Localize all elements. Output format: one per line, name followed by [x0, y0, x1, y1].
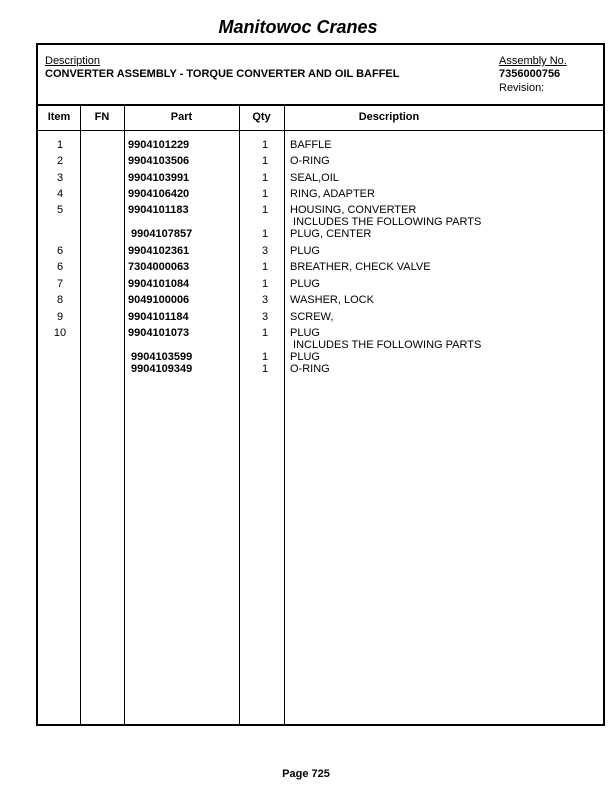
part-number: 9904103599	[128, 351, 193, 363]
table-row	[38, 188, 603, 201]
part-description: BAFFLE	[290, 139, 332, 151]
column-header-description: Description	[358, 111, 420, 123]
item-number: 10	[53, 327, 67, 339]
part-number: 9904101183	[128, 204, 189, 216]
item-number: 1	[56, 139, 64, 151]
item-number: 7	[56, 278, 64, 290]
part-number: 7304000063	[128, 261, 190, 273]
part-description: WASHER, LOCK	[290, 294, 374, 306]
part-number: 9904101229	[128, 139, 190, 151]
part-description: RING, ADAPTER	[290, 188, 375, 200]
quantity: 1	[261, 351, 269, 363]
table-row	[38, 261, 603, 274]
part-number: 9904102361	[128, 245, 190, 257]
quantity: 1	[261, 261, 269, 273]
quantity: 3	[261, 245, 269, 257]
part-description: SEAL,OIL	[290, 172, 339, 184]
parts-table-frame	[36, 43, 605, 726]
part-description: INCLUDES THE FOLLOWING PARTS	[290, 216, 482, 228]
part-description: PLUG	[290, 245, 320, 257]
column-header-fn: FN	[94, 111, 110, 123]
table-row	[38, 363, 603, 376]
quantity: 1	[261, 278, 269, 290]
description-label: Description	[45, 55, 101, 67]
part-number: 9904107857	[128, 228, 193, 240]
assembly-number-label: Assembly No.	[499, 55, 567, 67]
assembly-number: 7356000756	[499, 68, 561, 80]
quantity: 1	[261, 204, 269, 216]
quantity: 3	[261, 294, 269, 306]
part-description: SCREW,	[290, 311, 334, 323]
page-title: Manitowoc Cranes	[218, 17, 378, 37]
quantity: 1	[261, 363, 269, 375]
quantity: 1	[261, 172, 269, 184]
quantity: 1	[261, 139, 269, 151]
item-number: 2	[56, 155, 64, 167]
part-description: HOUSING, CONVERTER	[290, 204, 417, 216]
table-row	[38, 245, 603, 258]
quantity: 1	[261, 327, 269, 339]
column-header-item: Item	[47, 111, 71, 123]
part-number: 9904101073	[128, 327, 190, 339]
part-description: O-RING	[290, 155, 330, 167]
table-row	[38, 139, 603, 152]
column-header-divider	[38, 130, 603, 131]
table-row	[38, 278, 603, 291]
part-number: 9904106420	[128, 188, 190, 200]
table-row	[38, 155, 603, 168]
part-number: 9904101084	[128, 278, 190, 290]
part-description: INCLUDES THE FOLLOWING PARTS	[290, 339, 482, 351]
table-row	[38, 172, 603, 185]
quantity: 1	[261, 188, 269, 200]
part-number: 9904101184	[128, 311, 189, 323]
part-description: PLUG	[290, 278, 320, 290]
part-number: 9904103506	[128, 155, 190, 167]
table-row	[38, 228, 603, 241]
item-number: 8	[56, 294, 64, 306]
part-description: PLUG	[290, 351, 320, 363]
part-description: BREATHER, CHECK VALVE	[290, 261, 431, 273]
revision-label: Revision:	[499, 82, 545, 94]
item-number: 9	[56, 311, 64, 323]
item-number: 3	[56, 172, 64, 184]
item-number: 5	[56, 204, 64, 216]
table-row	[38, 311, 603, 324]
header-divider	[38, 104, 603, 106]
table-row	[38, 294, 603, 307]
part-number: 9904103991	[128, 172, 190, 184]
column-header-qty: Qty	[252, 111, 271, 123]
assembly-description: CONVERTER ASSEMBLY - TORQUE CONVERTER AND OIL BAFFEL	[45, 68, 400, 80]
quantity: 1	[261, 155, 269, 167]
part-number: 9904109349	[128, 363, 193, 375]
item-number: 4	[56, 188, 64, 200]
part-number: 9049100006	[128, 294, 190, 306]
item-number: 6	[56, 245, 64, 257]
part-description: PLUG, CENTER	[290, 228, 372, 240]
part-description: O-RING	[290, 363, 330, 375]
item-number: 6	[56, 261, 64, 273]
page-number: Page 725	[282, 768, 330, 780]
quantity: 3	[261, 311, 269, 323]
column-header-part: Part	[170, 111, 193, 123]
quantity: 1	[261, 228, 269, 240]
part-description: PLUG	[290, 327, 320, 339]
